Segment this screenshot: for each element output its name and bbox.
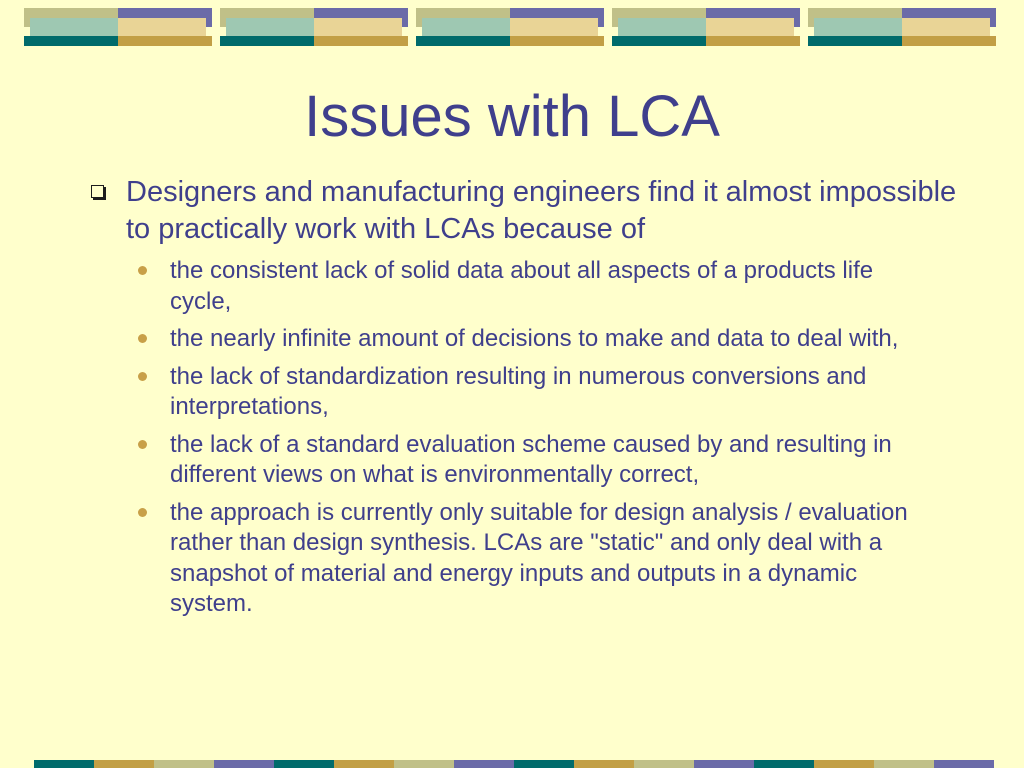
slide-title: Issues with LCA <box>304 84 720 149</box>
slide-content <box>86 174 966 627</box>
round-dot-bullet-icon <box>138 372 147 381</box>
sub-point-text: the nearly infinite amount of decisions to make and data to deal with, <box>170 325 899 352</box>
banner-block <box>24 8 212 46</box>
list-item <box>132 498 966 620</box>
list-item <box>132 430 966 491</box>
banner-block <box>220 8 408 46</box>
sub-bullet-list <box>86 256 966 620</box>
sub-point-text: the consistent lack of solid data about all aspects of a products life cycle, <box>170 257 874 315</box>
list-item <box>132 256 966 317</box>
banner-block <box>416 8 604 46</box>
round-dot-bullet-icon <box>138 508 147 517</box>
banner-block <box>612 8 800 46</box>
round-dot-bullet-icon <box>138 334 147 343</box>
bottom-decorative-strip <box>34 760 1024 768</box>
round-dot-bullet-icon <box>138 440 147 449</box>
banner-block <box>808 8 996 46</box>
sub-point-text: the lack of a standard evaluation scheme caused by and resulting in different views on what is environmentally correct, <box>170 430 892 488</box>
list-item <box>132 324 966 355</box>
main-point-text: Designers and manufacturing engineers find it almost impossible to practically work with LCAs because of <box>126 176 957 245</box>
sub-point-text: the lack of standardization resulting in numerous conversions and interpretations, <box>170 362 867 420</box>
round-dot-bullet-icon <box>138 266 147 275</box>
list-item <box>132 362 966 423</box>
square-box-bullet-icon <box>91 185 104 198</box>
main-bullet-point <box>86 174 966 248</box>
sub-point-text: the approach is currently only suitable for design analysis / evaluation rather than design synthesis. LCAs are "static" and only deal with a snapshot of material and energy inputs and outputs in a dynamic system. <box>170 498 908 617</box>
top-decorative-banner <box>24 8 1000 46</box>
